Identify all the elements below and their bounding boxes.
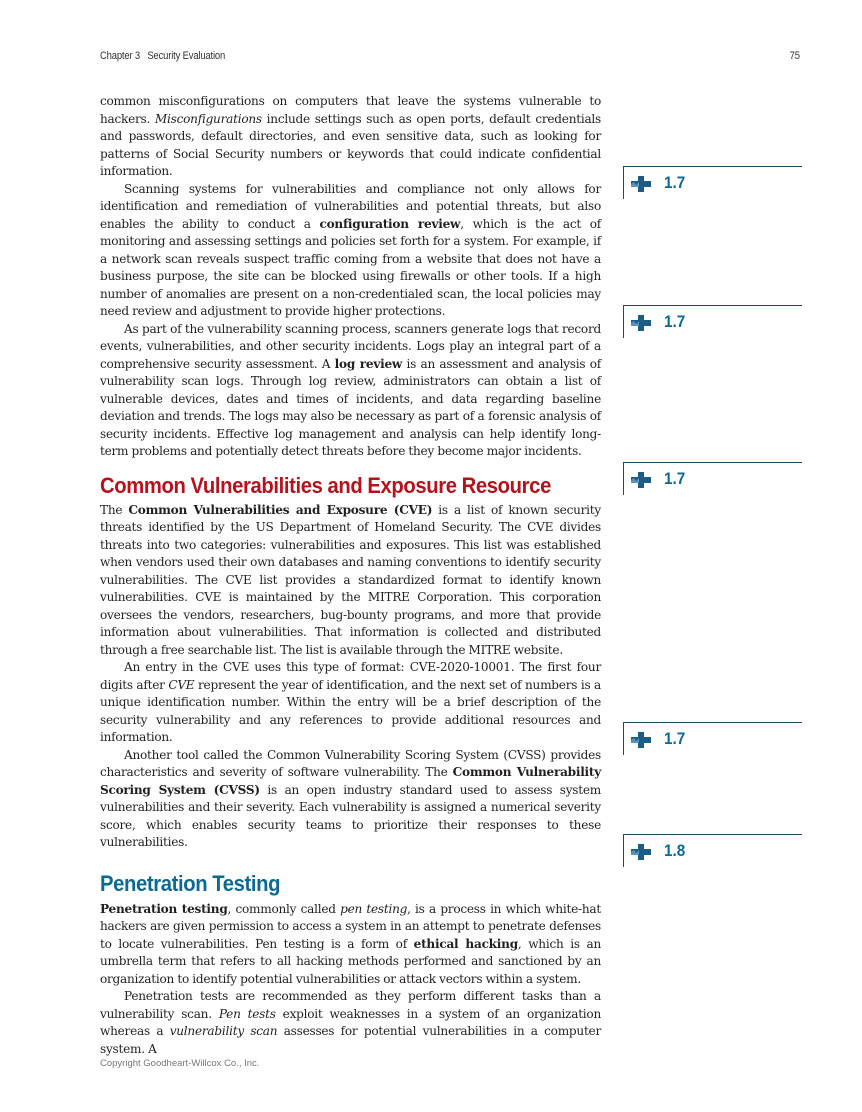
key-term: Common Vulnerabilities and Exposure (CVE) [128, 502, 433, 517]
objective-number: 1.7 [664, 312, 686, 331]
running-head [100, 50, 800, 64]
objective-number: 1.7 [664, 469, 686, 488]
plus-objective-icon [631, 472, 651, 488]
objective-marker [623, 834, 802, 867]
page-number: 75 [789, 50, 800, 62]
key-term: Penetration testing [100, 901, 228, 916]
paragraph-configuration-review: Scanning systems for vulnerabilities and compliance not only allows for identification and remediation of vulnerabilities and potential threats, but also enables the ability to conduct a configuration review, which is the act of monitoring and assessing settings and policies set forth for a system. For example, if a network scan reveals suspect traffic coming from a website that does not have a business purpose, the site can be blocked using firewalls or other tools. If a high number of anomalies are present on a non-credentialed scan, the local policies may need review and adjustment to provide higher protections. [100, 181, 601, 318]
objective-marker [623, 305, 802, 338]
objective-marker [623, 722, 802, 755]
objective-number: 1.7 [664, 173, 686, 192]
plus-objective-icon [631, 176, 651, 192]
key-term: Misconfigurations [154, 111, 262, 126]
paragraph-log-review: As part of the vulnerability scanning process, scanners generate logs that record events, vulnerabilities, and other security incidents. Logs play an integral part of a comprehensive security assessment. A log review is an assessment and analysis of vulnerability scan logs. Through log review, administrators can obtain a list of vulnerable devices, dates and times of incidents, and data regarding baseline deviation and trends. The logs may also be necessary as part of a forensic analysis of security incidents. Effective log management and analysis can help identify long-term problems and potentially detect threats before they become major incidents. [100, 321, 601, 458]
key-term: ethical hacking [413, 936, 518, 951]
plus-objective-icon [631, 844, 651, 860]
plus-objective-icon [631, 732, 651, 748]
copyright-footer: Copyright Goodheart-Willcox Co., Inc. [100, 1058, 260, 1069]
paragraph-cve: The Common Vulnerabilities and Exposure (CVE) is a list of known security threats identified by the US Department of Homeland Security. The CVE divides threats into two categories: vulnerabilities and exposures. This list was established when vendors used their own databases and naming conventions to identify security vulnerabilities. The CVE list provides a standardized format to identify known vulnerabilities. CVE is maintained by the MITRE Corporation. This corporation oversees the vendors, researchers, bug-bounty programs, and more that provide information about vulnerabilities. That information is collected and distributed through a free searchable list. The list is available through the MITRE website. [100, 502, 601, 657]
objective-number: 1.8 [664, 841, 686, 860]
paragraph-cvss: Another tool called the Common Vulnerability Scoring System (CVSS) provides characteristics and severity of software vulnerability. The Common Vulnerability Scoring System (CVSS) is an open industry standard used to assess system vulnerabilities and their severity. Each vulnerability is assigned a numerical severity score, which enables security teams to prioritize their responses to these vulnerabilities. [100, 747, 602, 849]
chapter-title: Chapter 3 Security Evaluation [100, 50, 226, 62]
paragraph-misconfigurations: common misconfigurations on computers that leave the systems vulnerable to hackers. Misconfigurations include settings such as open ports, default credentials and passwords, default directories, and even sensitive data, such as looking for patterns of Social Security numbers or keywords that could indicate confidential information. [100, 94, 601, 178]
key-term: log review [334, 356, 403, 371]
key-term: configuration review [319, 216, 461, 231]
key-term: Common Vulnerability Scoring System (CVSS) [100, 765, 602, 797]
objective-marker [623, 166, 802, 199]
plus-objective-icon [631, 315, 651, 331]
objective-marker [623, 462, 802, 495]
body-text-column [100, 93, 601, 1058]
section-heading-penetration-testing: Penetration Testing [100, 870, 281, 896]
paragraph-penetration-testing: Penetration testing, commonly called pen testing, is a process in which white-hat hackers are given permission to access a system in an attempt to penetrate defenses to locate vulnerabilities. Pen testing is a form of ethical hacking, which is an umbrella term that refers to all hacking methods performed and sanctioned by an organization to identify potential vulnerabilities or attack vectors within a system. [100, 901, 602, 986]
section-heading-cve: Common Vulnerabilities and Exposure Resource [100, 472, 551, 498]
paragraph-pen-tests-vs-scans: Penetration tests are recommended as they perform different tasks than a vulnerability scan. Pen tests exploit weaknesses in a system of an organization whereas a vulnerability scan assesses for potential vulnerabilities in a computer system. A [100, 989, 601, 1056]
paragraph-cve-entry-format: An entry in the CVE uses this type of format: CVE-2020-10001. The first four digits after CVE represent the year of identification, and the next set of numbers is a unique identification number. Within the entry will be a brief description of the security vulnerability and any references to provide additional resources and information. [100, 660, 602, 744]
objective-number: 1.7 [664, 729, 686, 748]
